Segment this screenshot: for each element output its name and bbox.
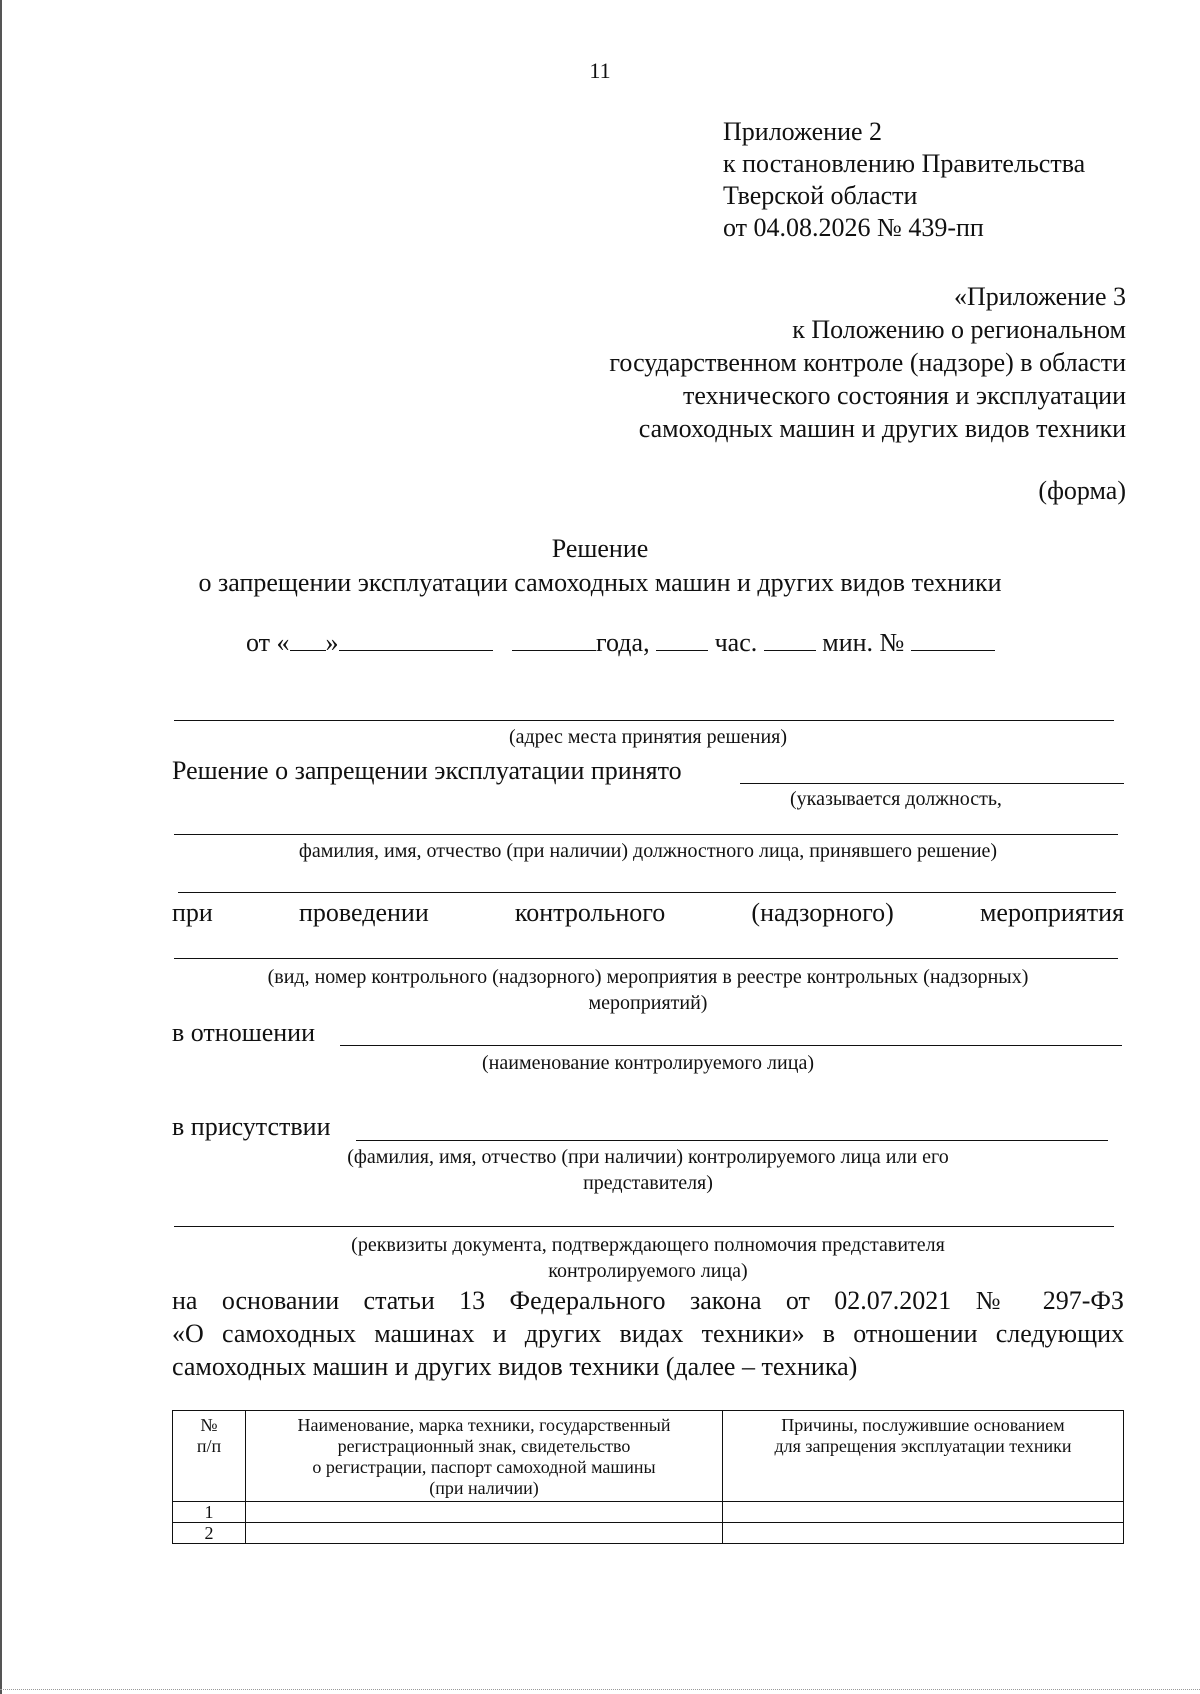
minutes-label: мин. № [822, 628, 905, 657]
header-text: Наименование, марка техники, государственный [297, 1415, 671, 1435]
official-continuation-line[interactable] [178, 892, 1116, 893]
appendix-line: к постановлению Правительства [723, 149, 1086, 178]
regulation-line: самоходных машин и других видов техники [638, 414, 1126, 443]
event-row [172, 898, 1124, 928]
header-text: Причины, послужившие основанием [781, 1415, 1065, 1435]
presence-caption [172, 1144, 1124, 1196]
row-number: 1 [173, 1502, 246, 1523]
equipment-table [172, 1410, 1124, 1544]
form-mark: (форма) [1038, 476, 1126, 505]
event-word: (надзорного) [751, 898, 894, 927]
header-equipment-name [246, 1411, 723, 1502]
header-text: о регистрации, паспорт самоходной машины [312, 1457, 656, 1477]
presence-field-line[interactable] [356, 1140, 1108, 1141]
appendix-header [723, 116, 1085, 244]
event-word: контрольного [514, 898, 666, 927]
page-number: 11 [589, 58, 611, 83]
header-number [173, 1411, 246, 1502]
event-word: мероприятия [979, 898, 1124, 927]
regulation-line: к Положению о региональном [792, 315, 1126, 344]
year-label: года, [596, 628, 650, 657]
document-caption-line: контролируемого лица) [548, 1260, 748, 1282]
decision-number-field[interactable] [911, 628, 995, 651]
regarding-label: в отношении [172, 1018, 316, 1047]
date-row [246, 628, 995, 658]
official-caption: фамилия, имя, отчество (при наличии) должностного лица, принявшего решение) [298, 840, 998, 862]
appendix-line: от 04.08.2026 № 439-пп [723, 213, 984, 242]
year-field[interactable] [512, 628, 596, 651]
row-equipment-name[interactable] [246, 1523, 723, 1544]
event-caption [172, 964, 1124, 1016]
presence-label: в присутствии [172, 1112, 331, 1141]
document-subtitle: о запрещении эксплуатации самоходных машин и других видов техники [198, 568, 1002, 597]
official-field-line[interactable] [174, 834, 1118, 835]
event-caption-line: (вид, номер контрольного (надзорного) мероприятия в реестре контрольных (надзорных) [267, 966, 1029, 988]
event-caption-line: мероприятий) [588, 992, 708, 1014]
regarding-field-line[interactable] [340, 1045, 1122, 1046]
regulation-line: государственном контроле (надзоре) в области [609, 348, 1126, 377]
document-title: Решение [551, 534, 649, 563]
regarding-caption: (наименование контролируемого лица) [482, 1052, 814, 1074]
event-word: проведении [299, 898, 429, 927]
header-reasons [723, 1411, 1124, 1502]
hours-label: час. [714, 628, 758, 657]
decision-by-label: Решение о запрещении эксплуатации принято [172, 756, 682, 785]
header-text: п/п [196, 1436, 222, 1456]
row-reason[interactable] [723, 1502, 1124, 1523]
basis-line: на основании статьи 13 Федерального закона от 02.07.2021 № 297-ФЗ [172, 1286, 1124, 1315]
header-text: для запрещения эксплуатации техники [774, 1436, 1072, 1456]
table-header-row [173, 1411, 1124, 1502]
minutes-field[interactable] [764, 628, 816, 651]
date-close-quote: » [325, 628, 339, 657]
presence-caption-line: (фамилия, имя, отчество (при наличии) контролируемого лица или его [347, 1146, 949, 1168]
date-from-label: от « [246, 628, 290, 657]
basis-line: «О самоходных машинах и других видах техники» в отношении следующих [172, 1319, 1124, 1348]
scan-edge [0, 0, 2, 1694]
document-caption [172, 1232, 1124, 1284]
event-field-line[interactable] [174, 958, 1118, 959]
day-field[interactable] [290, 628, 326, 651]
regulation-header [609, 280, 1126, 445]
document-field-line[interactable] [174, 1226, 1114, 1227]
position-caption: (указывается должность, [790, 788, 1002, 810]
scan-edge [0, 1689, 1200, 1690]
position-field-line[interactable] [740, 783, 1124, 784]
row-equipment-name[interactable] [246, 1502, 723, 1523]
presence-caption-line: представителя) [583, 1172, 713, 1194]
hours-field[interactable] [656, 628, 708, 651]
table-row [173, 1502, 1124, 1523]
header-text: (при наличии) [429, 1478, 539, 1498]
row-reason[interactable] [723, 1523, 1124, 1544]
month-field[interactable] [339, 628, 493, 651]
legal-basis-paragraph [172, 1284, 1124, 1383]
row-number: 2 [173, 1523, 246, 1544]
regulation-line: технического состояния и эксплуатации [683, 381, 1126, 410]
header-text: регистрационный знак, свидетельство [337, 1436, 631, 1456]
appendix-line: Тверской области [723, 181, 918, 210]
address-caption: (адрес места принятия решения) [508, 726, 788, 748]
basis-line: самоходных машин и других видов техники (далее – техника) [172, 1352, 858, 1381]
header-text: № [200, 1415, 218, 1435]
address-field-line[interactable] [174, 720, 1114, 721]
event-word: при [172, 898, 213, 927]
table-row [173, 1523, 1124, 1544]
document-caption-line: (реквизиты документа, подтверждающего полномочия представителя [351, 1234, 945, 1256]
appendix-line: Приложение 2 [723, 117, 883, 146]
regulation-line: «Приложение 3 [953, 282, 1126, 311]
